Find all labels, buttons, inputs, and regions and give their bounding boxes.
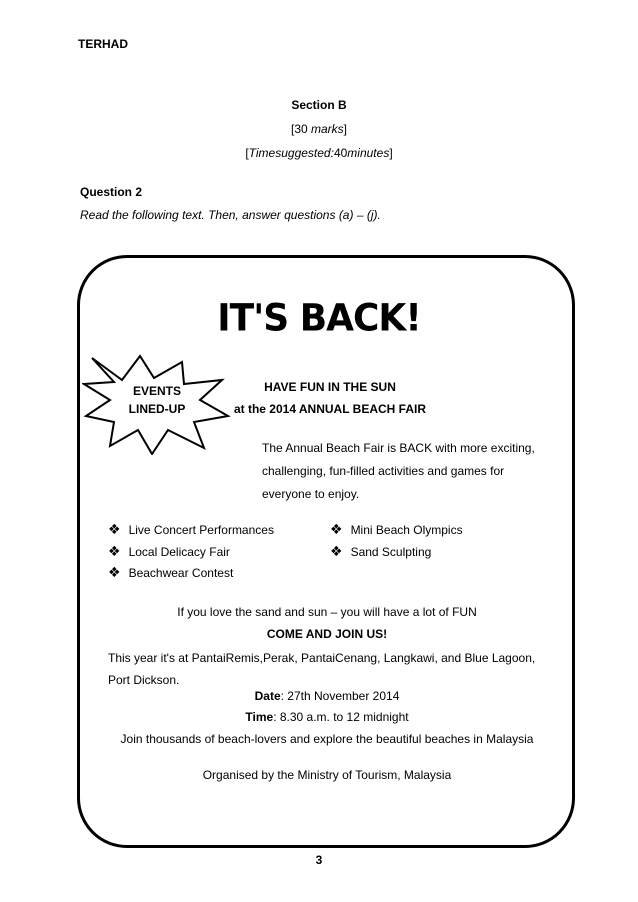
date-value: : 27th November 2014 [280, 689, 400, 703]
diamond-bullet-icon: ❖ [108, 564, 121, 580]
event-item [108, 543, 230, 560]
event-label: Sand Sculpting [350, 544, 432, 559]
event-item [330, 543, 431, 560]
time-label: Time [245, 710, 274, 724]
question-instruction: Read the following text. Then, answer questions (a) – (j). [80, 208, 381, 222]
section-title: Section B [291, 98, 347, 112]
marks-word: marks [311, 122, 344, 136]
event-item [330, 521, 463, 538]
explore-line: Join thousands of beach-lovers and explore the beautiful beaches in Malaysia [120, 732, 534, 746]
tagline-line-1: HAVE FUN IN THE SUN [264, 380, 396, 394]
starburst-line-2: LINED-UP [128, 402, 186, 416]
tagline-line-2: at the 2014 ANNUAL BEACH FAIR [233, 402, 427, 416]
diamond-bullet-icon: ❖ [330, 543, 343, 559]
time-italic-2: minutes [347, 146, 390, 160]
diamond-bullet-icon: ❖ [108, 521, 121, 537]
poster-headline: IT'S BACK! [217, 296, 421, 341]
locations-paragraph: This year it's at PantaiRemis,Perak, PantaiCenang, Langkawi, and Blue Lagoon, Port Dickson. [108, 651, 536, 687]
time-open: [ [245, 146, 249, 160]
intro-paragraph: The Annual Beach Fair is BACK with more exciting, challenging, fun-filled activities and games for everyone to enjoy. [262, 441, 535, 501]
join-line: COME AND JOIN US! [266, 627, 388, 641]
event-item [108, 521, 274, 538]
love-line: If you love the sand and sun – you will have a lot of FUN [177, 605, 477, 619]
event-label: Mini Beach Olympics [350, 522, 463, 537]
marks-open: [30 [290, 122, 311, 136]
event-label: Local Delicacy Fair [128, 544, 230, 559]
organiser-line: Organised by the Ministry of Tourism, Malaysia [202, 768, 452, 782]
time-close: ] [389, 146, 393, 160]
time-number: 40 [333, 146, 348, 160]
date-label: Date [254, 689, 281, 703]
event-item [108, 564, 233, 581]
diamond-bullet-icon: ❖ [330, 521, 343, 537]
time-italic-1: Timesuggested: [248, 146, 334, 160]
marks-close: ] [343, 122, 348, 136]
time-value: : 8.30 a.m. to 12 midnight [273, 710, 409, 724]
question-title: Question 2 [80, 185, 143, 199]
diamond-bullet-icon: ❖ [108, 543, 121, 559]
page-number: 3 [315, 853, 323, 867]
time-line [78, 710, 576, 724]
event-label: Beachwear Contest [128, 565, 234, 580]
event-label: Live Concert Performances [128, 522, 274, 537]
time-suggested-line [0, 146, 638, 160]
starburst-line-1: EVENTS [132, 384, 181, 398]
classification-label: TERHAD [78, 37, 128, 51]
marks-line [0, 122, 638, 136]
date-line [78, 689, 576, 703]
